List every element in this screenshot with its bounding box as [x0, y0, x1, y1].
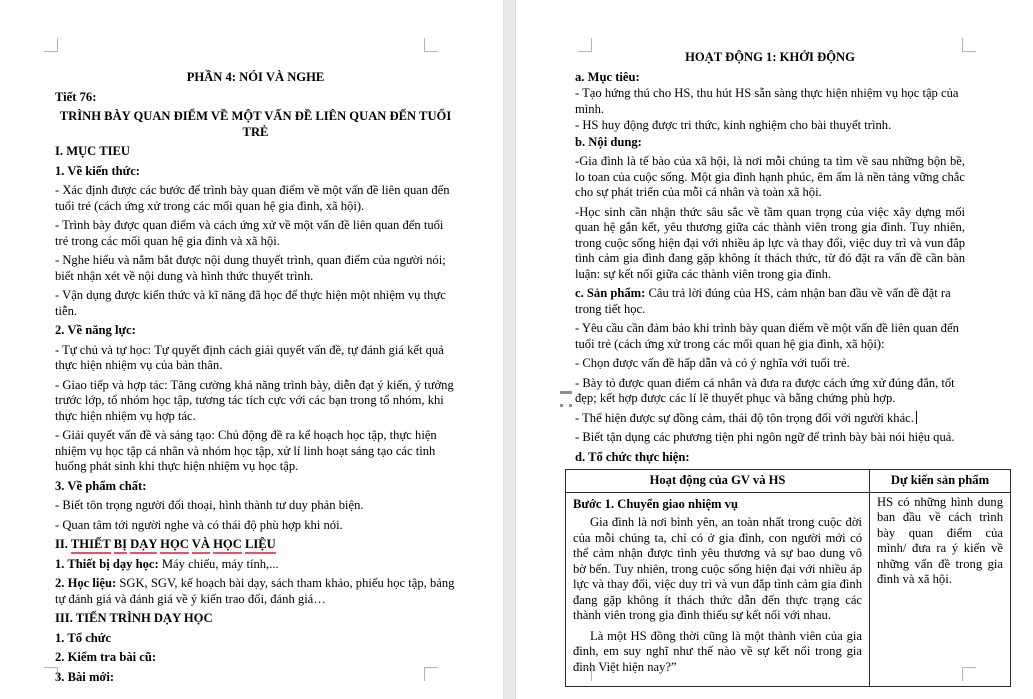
paragraph: - Bày tỏ được quan điểm cá nhân và đưa ra được cách ứng xử đúng đắn, tốt đẹp; kết hợp được các lí lẽ thuyết phục và bằng chứng phù hợp. [575, 375, 955, 405]
spellcheck-underlined-word: LIỆU [245, 537, 276, 554]
paragraph: - Biết tận dụng các phương tiện phi ngôn ngữ để trình bày bài nói hiệu quả. [575, 430, 955, 444]
page-2-content [516, 0, 1033, 465]
spellcheck-underlined-word: VÀ [192, 537, 210, 554]
paragraph: -Học sinh cần nhận thức sâu sắc về tầm quan trọng của việc xây dựng mối quan hệ gắn kết, yêu thương giữa các thành viên trong gia đình. Tuy nhiên, trong cuộc sống hiện đại với nhiều áp lực và thay đổi, việc duy trì và vun đắp tình cảm gia đình đang gặp không ít thách thức, từ đó đặt ra vấn đề cần bàn luận: sự kết nối giữa các thành viên trong gia đình. [575, 204, 965, 281]
paragraph: - Thể hiện được sự đồng cảm, thái độ tôn trọng đối với người khác. [575, 411, 965, 427]
table-paragraph: Là một HS đồng thời cũng là một thành viên của gia đình, em suy nghĩ như thế nào về sự kết nối trong gia đình Việt hiện nay?” [573, 628, 862, 674]
heading: 1. Tổ chức [55, 630, 111, 645]
paragraph: - HS huy động được tri thức, kinh nghiệm cho bài thuyết trình. [575, 118, 892, 132]
heading: Tiết 76: [55, 89, 97, 104]
spellcheck-underlined-word: THIẾT [71, 537, 111, 554]
crop-mark-icon [578, 667, 592, 681]
page-1 [0, 0, 503, 699]
paragraph: - Tự chủ và tự học: Tự quyết định cách giải quyết vấn đề, tự đánh giá kết quả thực hiện nhiệm vụ của bản thân. [55, 342, 444, 372]
spellcheck-underlined-word: BỊ [114, 537, 127, 554]
paragraph: - Biết tôn trọng người đối thoại, hình thành tư duy phản biện. [55, 498, 364, 512]
table-cell-product [870, 492, 1011, 687]
paragraph: - Tạo hứng thú cho HS, thu hút HS sẵn sàng thực hiện nhiệm vụ học tập của mình. [575, 86, 959, 116]
step-heading: Bước 1. Chuyển giao nhiệm vụ [573, 496, 738, 511]
paragraph: 2. Học liệu: SGK, SGV, kế hoạch bài dạy, sách tham khảo, phiếu học tập, bảng tự đánh giá và đánh giá về ý kiến trao đổi, đánh giá… [55, 576, 455, 606]
heading: 2. Về năng lực: [55, 323, 136, 337]
activity-table [565, 469, 1011, 687]
spellcheck-underlined-word: HỌC [213, 537, 242, 554]
paragraph: - Yêu cầu cần đảm bảo khi trình bày quan điểm về một vấn đề liên quan đến tuổi trẻ (cách ứng xử trong các mối quan hệ gia đình, xã hội): [575, 321, 959, 351]
page-1-content [0, 0, 503, 685]
table-header-product: Dự kiến sản phẩm [870, 470, 1011, 493]
bold-label: II. [55, 537, 71, 551]
heading: 1. Về kiến thức: [55, 163, 140, 178]
heading: b. Nội dung: [575, 134, 642, 149]
heading: I. MỤC TIEU [55, 144, 130, 158]
paragraph: - Quan tâm tới người nghe và có thái độ phù hợp khi nói. [55, 517, 343, 532]
table-cell-activity [566, 492, 870, 687]
paragraph: - Vận dụng được kiến thức và kĩ năng đã học để thực hiện một nhiệm vụ thực tiễn. [55, 288, 446, 318]
spellcheck-underlined-word: HỌC [160, 537, 189, 554]
text-cursor [916, 411, 918, 424]
spellcheck-underlined-word: DẠY [130, 537, 157, 554]
bold-label: 2. Học liệu: [55, 576, 117, 590]
crop-mark-icon [578, 38, 592, 52]
paragraph: - Nghe hiểu và nắm bắt được nội dung thuyết trình, quan điểm của người nói; biết nhận xét về nội dung và hình thức thuyết trình. [55, 253, 446, 283]
heading [55, 537, 456, 553]
page-gap [503, 0, 516, 699]
bold-label: c. Sản phẩm: [575, 286, 646, 300]
heading: a. Mục tiêu: [575, 69, 640, 84]
table-row [566, 492, 1011, 687]
paragraph: - Giải quyết vấn đề và sáng tạo: Chủ động đề ra kế hoạch học tập, thực hiện nhiệm vụ học tập cá nhân và nhóm học tập, xử lí linh hoạt sáng tạo các tình huống phát sinh khi thực hiện nhiệm vụ học tập. [55, 428, 437, 473]
paragraph: - Giao tiếp và hợp tác: Tăng cường khả năng trình bày, diễn đạt ý kiến, ý tưởng trước lớp, tổ nhóm học tập, tương tác tích cực với các bạn trong tổ nhóm, khi thực hiện nhiệm vụ hợp tác. [55, 377, 454, 423]
paragraph: 1. Thiết bị dạy học: Máy chiếu, máy tính,... [55, 556, 279, 571]
crop-mark-icon [962, 667, 976, 681]
paragraph: - Chọn được vấn đề hấp dẫn và có ý nghĩa với tuổi trẻ. [575, 356, 850, 370]
bold-label: 1. Thiết bị dạy học: [55, 556, 159, 571]
heading: TRÌNH BÀY QUAN ĐIỂM VỀ MỘT VẤN ĐỀ LIÊN QUAN ĐẾN TUỔI TRẺ [59, 109, 452, 139]
heading: 2. Kiểm tra bài cũ: [55, 650, 157, 664]
crop-mark-icon [424, 38, 438, 52]
page-2 [516, 0, 1033, 699]
heading: III. TIẾN TRÌNH DẠY HỌC [55, 611, 213, 625]
crop-mark-icon [44, 667, 58, 681]
heading: HOẠT ĐỘNG 1: KHỞI ĐỘNG [685, 50, 855, 64]
paragraph: - Trình bày được quan điểm và cách ứng xử về một vấn đề liên quan đến tuổi trẻ trong các mối quan hệ gia đình và xã hội. [55, 218, 444, 248]
table-paragraph: HS có những hình dung ban đầu về cách trình bày quan điểm của mình/ đưa ra ý kiến về những vấn đề trong gia đình và xã hội. [877, 494, 1003, 586]
paragraph: - Xác định được các bước để trình bày quan điểm về một vấn đề liên quan đến tuổi trẻ (cách ứng xử trong các mối quan hệ gia đình, xã hội). [55, 183, 450, 213]
paragraph: c. Sản phẩm: Câu trả lời đúng của HS, cảm nhận ban đầu về vấn đề đặt ra trong tiết học. [575, 286, 951, 316]
drag-handle-icon[interactable] [560, 391, 572, 407]
paragraph: -Gia đình là tế bào của xã hội, là nơi mỗi chúng ta tìm về sau những bộn bề, lo toan của cuộc sống. Một gia đình hạnh phúc, êm ấm là nền tảng vững chắc cho sự phát triển của mỗi cá nhân và toàn xã hội. [575, 154, 965, 199]
crop-mark-icon [424, 667, 438, 681]
crop-mark-icon [962, 38, 976, 52]
heading: PHẦN 4: NÓI VÀ NGHE [186, 70, 325, 84]
heading: d. Tổ chức thực hiện: [575, 449, 690, 464]
heading: 3. Về phẩm chất: [55, 478, 147, 493]
table-header-gv-hs: Hoạt động của GV và HS [566, 470, 870, 493]
table-header-row [566, 470, 1011, 493]
crop-mark-icon [44, 38, 58, 52]
heading: 3. Bài mới: [55, 669, 115, 684]
table-paragraph: Gia đình là nơi bình yên, an toàn nhất trong cuộc đời của mỗi chúng ta, chỉ có ở gia đình, con người mới có thể cảm nhận được tình yêu thương và sự bao dung vô bờ bến. Tuy nhiên, trong cuộc sống hiện đại với nhiều áp lực và thay đổi, việc duy trì và vun đắp tình cảm gia đình đang gặp không ít thách thức dẫn đến thực trạng các thành viên trong gia đình thiếu sự kết nối với nhau. [573, 515, 862, 622]
